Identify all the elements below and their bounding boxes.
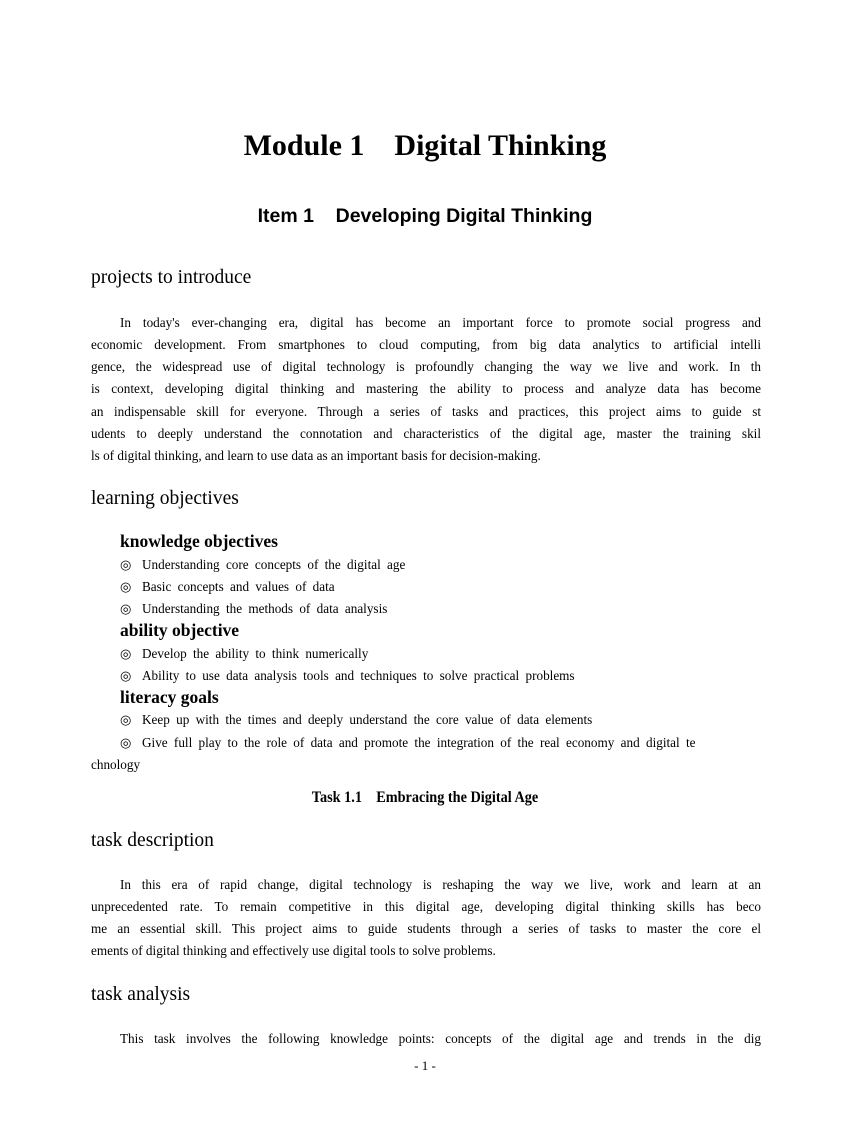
list-item-text: Give full play to the role of data and promote the integration of the real economy and digital te: [142, 735, 696, 750]
list-item: [120, 578, 335, 596]
subheading-literacy: literacy goals: [120, 687, 219, 707]
page-number: - 1 -: [414, 1058, 436, 1073]
double-circle-bullet-icon: ◎: [120, 735, 132, 750]
paragraph-line: me an essential skill. This project aims to guide students through a series of tasks to master the core el: [91, 921, 761, 936]
subheading-knowledge: knowledge objectives: [120, 531, 278, 551]
paragraph-line: ements of digital thinking and effectively use digital tools to solve problems.: [91, 943, 496, 958]
section-heading-objectives: learning objectives: [91, 488, 239, 509]
subheading-ability: ability objective: [120, 620, 240, 640]
section-heading-task-description: task description: [91, 830, 214, 851]
list-item-text: Basic concepts and values of data: [142, 579, 335, 594]
list-item-text: Keep up with the times and deeply understand the core value of data elements: [142, 712, 593, 727]
task-title: Task 1.1 Embracing the Digital Age: [311, 789, 539, 806]
double-circle-bullet-icon: ◎: [120, 557, 132, 572]
double-circle-bullet-icon: ◎: [120, 646, 132, 661]
list-item-text: Ability to use data analysis tools and techniques to solve practical problems: [142, 668, 575, 683]
section-heading-task-analysis: task analysis: [91, 984, 191, 1005]
paragraph-line: ls of digital thinking, and learn to use data as an important basis for decision-making.: [91, 448, 541, 463]
list-item: [120, 711, 592, 729]
section-heading-intro: projects to introduce: [91, 267, 252, 288]
module-title: Module 1 Digital Thinking: [243, 129, 607, 162]
list-item-text: Understanding the methods of data analysis: [142, 601, 388, 616]
list-item-continuation: chnology: [91, 757, 141, 772]
list-item: [120, 556, 405, 574]
paragraph-line: This task involves the following knowledge points: concepts of the digital age and trends in the dig: [120, 1031, 761, 1046]
paragraph-line: is context, developing digital thinking and mastering the ability to process and analyze data has become: [91, 381, 761, 396]
list-item: [120, 667, 575, 685]
double-circle-bullet-icon: ◎: [120, 579, 132, 594]
item-title: Item 1 Developing Digital Thinking: [257, 205, 593, 227]
list-item: [120, 600, 387, 618]
paragraph-line: unprecedented rate. To remain competitive in this digital age, developing digital thinking skills has beco: [91, 899, 761, 914]
list-item-text: Develop the ability to think numerically: [142, 646, 369, 661]
double-circle-bullet-icon: ◎: [120, 712, 132, 727]
paragraph-line: an indispensable skill for everyone. Through a series of tasks and practices, this project aims to guide st: [91, 404, 761, 419]
double-circle-bullet-icon: ◎: [120, 601, 132, 616]
list-item-text: Understanding core concepts of the digital age: [142, 557, 406, 572]
paragraph-line: economic development. From smartphones to cloud computing, from big data analytics to artificial intelli: [91, 337, 761, 352]
double-circle-bullet-icon: ◎: [120, 668, 132, 683]
list-item: [120, 734, 696, 752]
paragraph-line: In today's ever-changing era, digital has become an important force to promote social progress and: [120, 315, 761, 330]
paragraph-line: udents to deeply understand the connotation and characteristics of the digital age, master the training skil: [91, 426, 761, 441]
paragraph-line: In this era of rapid change, digital technology is reshaping the way we live, work and learn at an: [120, 877, 761, 892]
list-item: [120, 645, 368, 663]
paragraph-line: gence, the widespread use of digital technology is profoundly changing the way we live and work. In th: [91, 359, 761, 374]
